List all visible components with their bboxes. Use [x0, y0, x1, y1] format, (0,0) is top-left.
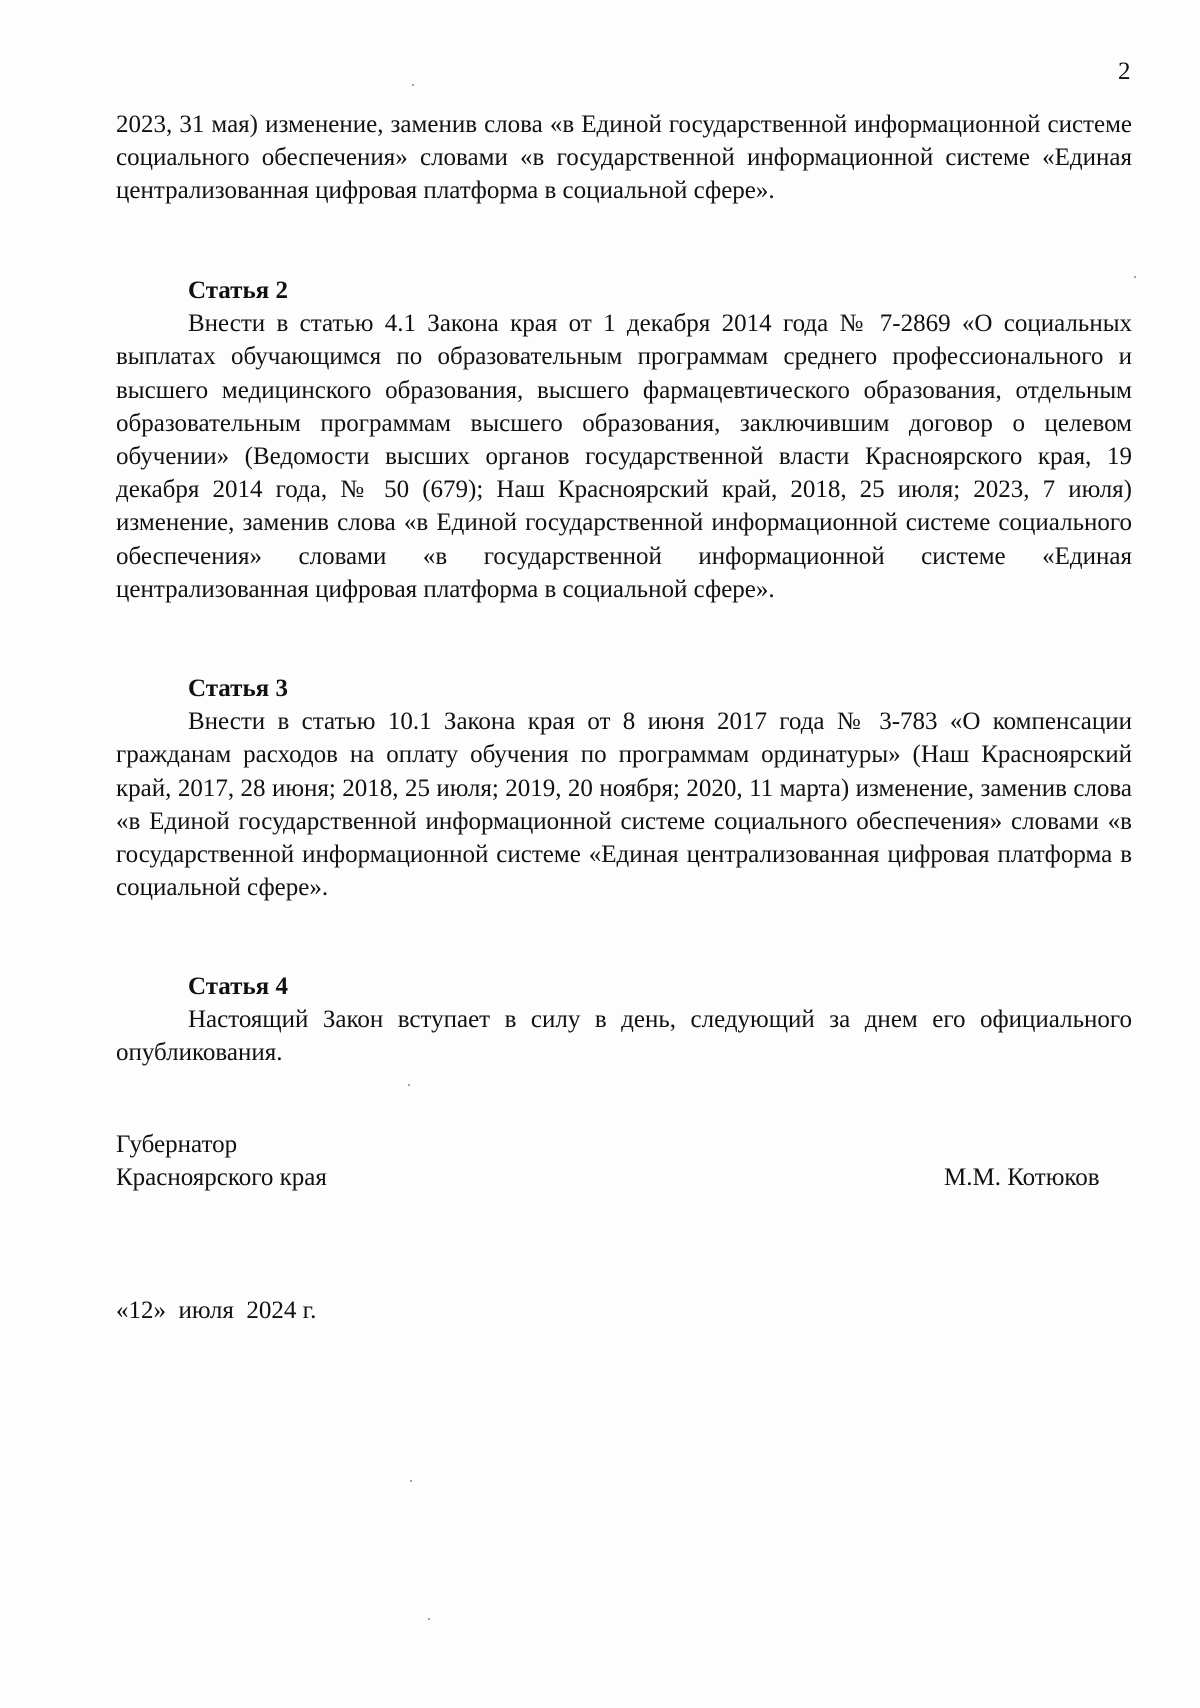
scan-speck: [428, 1618, 430, 1620]
signatory-name: М.М. Котюков: [944, 1164, 1100, 1191]
scan-speck: [408, 1084, 410, 1086]
article-4-body: Настоящий Закон вступает в силу в день, следующий за днем его официального опубликования.: [116, 1006, 1132, 1067]
article-2-body: Внести в статью 4.1 Закона края от 1 декабря 2014 года № 7-2869 «О социальных выплатах обучающимся по образовательным программам среднего профессионального и высшего медицинского образования, высшего фармацевтического образования, отдельным образовательным программам высшего образования, заключившим договор о целевом обучении» (Ведомости высших органов государственной власти Красноярского края, 19 декабря 2014 года, № 50 (679); Наш Красноярский край, 2018, 25 июля; 2023, 7 июля) изменение, заменив слова «в Единой государственной информационной системе социального обеспечения» словами «в государственной информационной системе «Единая централизованная цифровая платформа в социальной сфере».: [116, 310, 1132, 603]
scan-speck: [1134, 276, 1136, 278]
intro-paragraph: [116, 108, 1132, 208]
article-2-heading: Статья 2: [188, 277, 288, 304]
article-2: [116, 274, 1132, 606]
scan-speck: [410, 1480, 412, 1482]
signatory-title-line-1: Губернатор: [116, 1131, 238, 1158]
article-3-body: Внести в статью 10.1 Закона края от 8 июня 2017 года № 3-783 «О компенсации гражданам расходов на оплату обучения по программам ординатуры» (Наш Красноярский край, 2017, 28 июня; 2018, 25 июля; 2019, 20 ноября; 2020, 11 марта) изменение, заменив слова «в Единой государственной информационной системе социального обеспечения» словами «в государственной информационной системе «Единая централизованная цифровая платформа в социальной сфере».: [116, 708, 1132, 902]
signing-date: «12» июля 2024 г.: [116, 1297, 317, 1324]
scan-speck: [412, 84, 414, 86]
intro-text: 2023, 31 мая) изменение, заменив слова «в Единой государственной информационной системе социального обеспечения» словами «в государственной информационной системе «Единая централизованная цифровая платформа в социальной сфере».: [116, 111, 1132, 205]
article-4-heading: Статья 4: [188, 973, 288, 1000]
article-4: [116, 970, 1132, 1070]
article-3: [116, 672, 1132, 904]
signatory-title: [116, 1128, 327, 1194]
signatory-title-line-2: Красноярского края: [116, 1164, 327, 1192]
page-number: 2: [1118, 58, 1131, 85]
article-3-heading: Статья 3: [188, 675, 288, 702]
